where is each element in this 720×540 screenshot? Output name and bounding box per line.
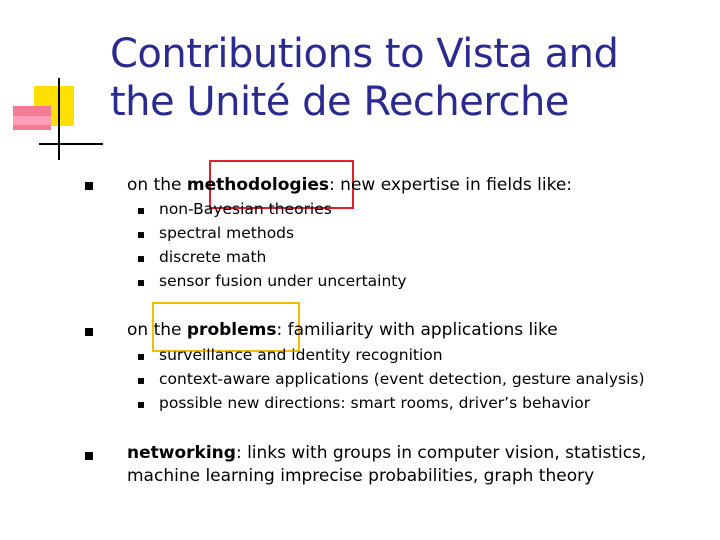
- point3-suffix: : links with groups in computer vision, statistics,: [235, 443, 647, 463]
- sub-bullet-icon: [138, 256, 144, 262]
- title-line-1: Contributions to Vista and: [110, 31, 619, 77]
- slide-title: [110, 30, 710, 126]
- title-line-2: the Unité de Recherche: [110, 79, 569, 125]
- sub-bullet-icon: [138, 378, 144, 384]
- bullet-square-icon: [85, 182, 93, 190]
- methodology-item: discrete math: [159, 248, 267, 266]
- point3-keyword: networking: [127, 443, 236, 463]
- point-problems: [127, 320, 558, 340]
- sub-bullet-icon: [138, 208, 144, 214]
- decor-vertical-line: [58, 78, 60, 160]
- point2-prefix: on the: [127, 320, 187, 340]
- problem-item: context-aware applications (event detection, gesture analysis): [159, 370, 645, 388]
- point1-prefix: on the: [127, 175, 187, 195]
- sub-bullet-icon: [138, 354, 144, 360]
- point3-line2: machine learning imprecise probabilities, graph theory: [127, 466, 595, 486]
- point1-keyword: methodologies: [186, 175, 330, 195]
- point2-suffix: : familiarity with applications like: [276, 320, 558, 340]
- methodology-item: non-Bayesian theories: [159, 200, 332, 218]
- sub-bullet-icon: [138, 232, 144, 238]
- problem-item: surveillance and identity recognition: [159, 346, 443, 364]
- sub-bullet-icon: [138, 280, 144, 286]
- problem-item: possible new directions: smart rooms, driver’s behavior: [159, 394, 591, 412]
- point2-keyword: problems: [186, 320, 277, 340]
- point-networking: [127, 442, 687, 488]
- decor-pink-band: [13, 116, 51, 125]
- bullet-square-icon: [85, 452, 93, 460]
- decor-horizontal-line: [39, 143, 103, 145]
- sub-bullet-icon: [138, 402, 144, 408]
- point1-suffix: : new expertise in fields like:: [329, 175, 573, 195]
- point-methodologies: [127, 175, 572, 195]
- methodology-item: spectral methods: [159, 224, 295, 242]
- methodology-item: sensor fusion under uncertainty: [159, 272, 407, 290]
- bullet-square-icon: [85, 328, 93, 336]
